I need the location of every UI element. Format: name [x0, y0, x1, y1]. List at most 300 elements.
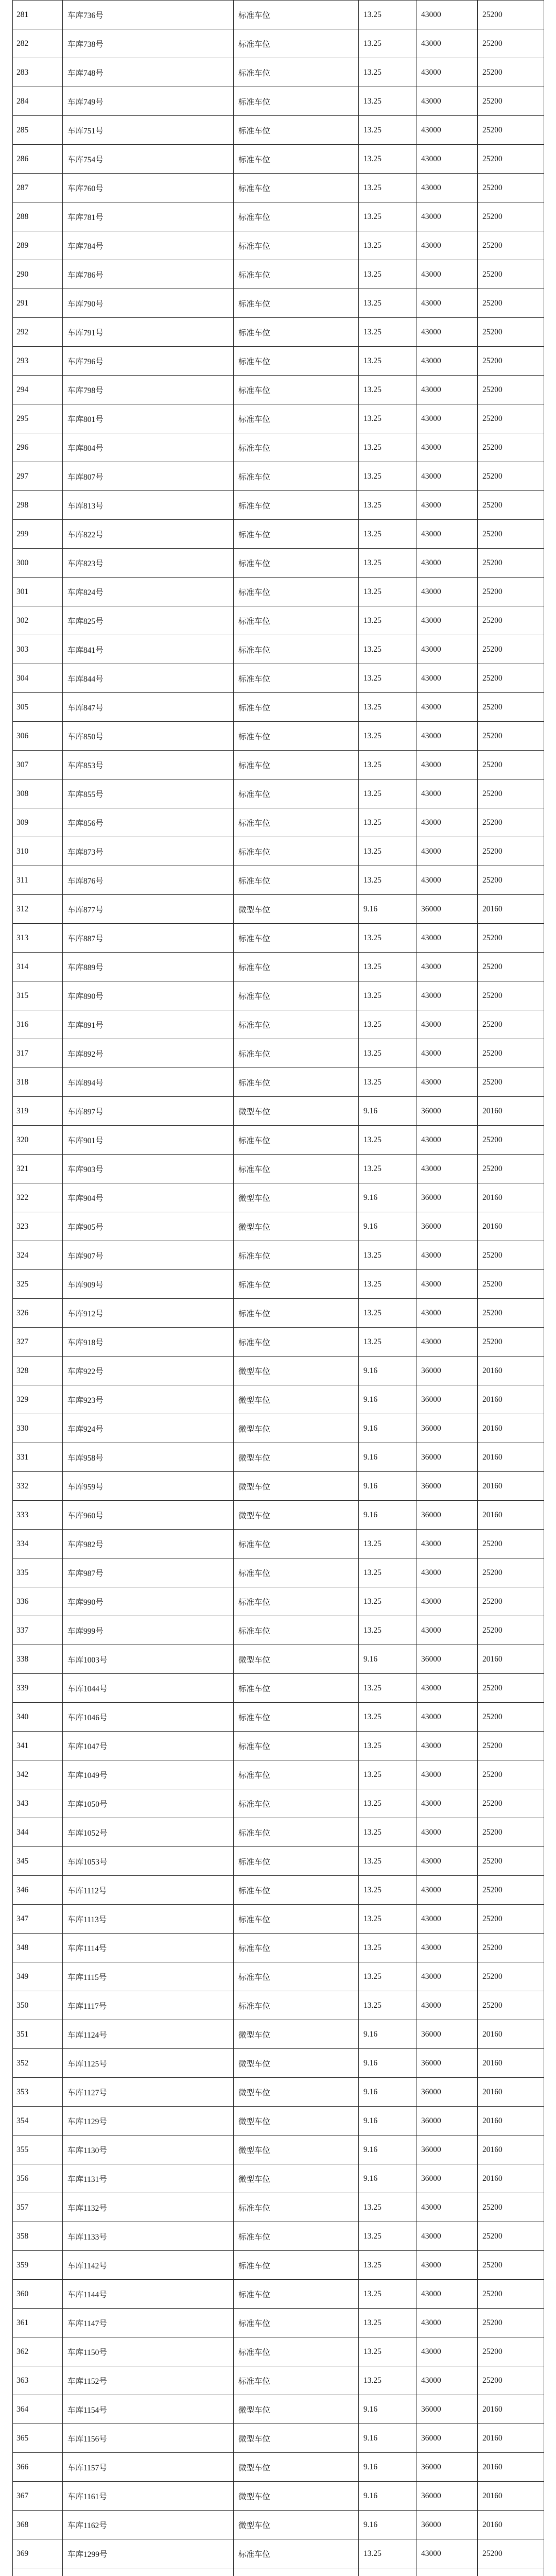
row-number-cell: 286: [13, 145, 63, 174]
space-type-cell: 微型车位: [234, 2395, 359, 2424]
price-cell: 43000: [416, 462, 478, 491]
parking-space-table-body: [13, 1, 544, 2576]
space-type-cell: 标准车位: [234, 2280, 359, 2309]
space-type-cell: 标准车位: [234, 578, 359, 606]
price-cell: 36000: [416, 2020, 478, 2049]
deposit-cell: 20160: [478, 895, 544, 924]
deposit-cell: 20160: [478, 1645, 544, 1674]
garage-space-cell: 车库784号: [63, 231, 234, 260]
row-number-cell: 362: [13, 2337, 63, 2366]
space-type-cell: 标准车位: [234, 87, 359, 116]
space-type-cell: 标准车位: [234, 1010, 359, 1039]
area-cell: 9.16: [359, 1645, 416, 1674]
space-type-cell: 标准车位: [234, 1530, 359, 1558]
garage-space-cell: 车库823号: [63, 549, 234, 578]
deposit-cell: 25200: [478, 751, 544, 779]
table-row: [13, 1530, 544, 1558]
row-number-cell: 344: [13, 1818, 63, 1847]
area-cell: 9.16: [359, 1414, 416, 1443]
price-cell: 43000: [416, 2280, 478, 2309]
table-row: [13, 260, 544, 289]
garage-space-cell: 车库822号: [63, 520, 234, 549]
row-number-cell: 307: [13, 751, 63, 779]
area-cell: 13.25: [359, 1010, 416, 1039]
space-type-cell: 标准车位: [234, 2366, 359, 2395]
space-type-cell: 标准车位: [234, 231, 359, 260]
space-type-cell: 标准车位: [234, 462, 359, 491]
table-row: [13, 376, 544, 404]
deposit-cell: [478, 2568, 544, 2576]
area-cell: 13.25: [359, 1155, 416, 1183]
deposit-cell: 20160: [478, 1357, 544, 1385]
row-number-cell: 353: [13, 2078, 63, 2107]
table-row: [13, 1847, 544, 1876]
deposit-cell: 25200: [478, 1530, 544, 1558]
table-row: [13, 1818, 544, 1847]
price-cell: 43000: [416, 2193, 478, 2222]
deposit-cell: 20160: [478, 2078, 544, 2107]
area-cell: 9.16: [359, 1472, 416, 1501]
row-number-cell: 310: [13, 837, 63, 866]
table-row: [13, 924, 544, 953]
table-row: [13, 1299, 544, 1328]
garage-space-cell: 车库1150号: [63, 2337, 234, 2366]
table-row: [13, 318, 544, 347]
deposit-cell: 25200: [478, 549, 544, 578]
garage-space-cell: 车库844号: [63, 664, 234, 693]
space-type-cell: 标准车位: [234, 693, 359, 722]
table-row: [13, 2222, 544, 2251]
price-cell: 43000: [416, 808, 478, 837]
garage-space-cell: 车库824号: [63, 578, 234, 606]
price-cell: 43000: [416, 1674, 478, 1703]
table-row: [13, 664, 544, 693]
garage-space-cell: 车库796号: [63, 347, 234, 376]
deposit-cell: 25200: [478, 174, 544, 202]
garage-space-cell: 车库798号: [63, 376, 234, 404]
space-type-cell: 标准车位: [234, 1558, 359, 1587]
deposit-cell: 25200: [478, 1732, 544, 1760]
table-row: [13, 837, 544, 866]
space-type-cell: 微型车位: [234, 2020, 359, 2049]
table-row: [13, 145, 544, 174]
table-row: [13, 1241, 544, 1270]
table-row: [13, 1068, 544, 1097]
deposit-cell: 25200: [478, 2222, 544, 2251]
row-number-cell: 325: [13, 1270, 63, 1299]
price-cell: 36000: [416, 1472, 478, 1501]
area-cell: 13.25: [359, 2251, 416, 2280]
row-number-cell: 364: [13, 2395, 63, 2424]
area-cell: 13.25: [359, 549, 416, 578]
row-number-cell: 347: [13, 1905, 63, 1934]
space-type-cell: 标准车位: [234, 58, 359, 87]
area-cell: 9.16: [359, 1097, 416, 1126]
area-cell: 13.25: [359, 318, 416, 347]
price-cell: 36000: [416, 1501, 478, 1530]
price-cell: 43000: [416, 1847, 478, 1876]
area-cell: 13.25: [359, 520, 416, 549]
table-row: [13, 1472, 544, 1501]
space-type-cell: 微型车位: [234, 2107, 359, 2136]
garage-space-cell: 车库738号: [63, 29, 234, 58]
deposit-cell: 25200: [478, 1, 544, 29]
garage-space-cell: 车库1127号: [63, 2078, 234, 2107]
table-row: [13, 2424, 544, 2453]
table-row: [13, 1703, 544, 1732]
area-cell: 13.25: [359, 1847, 416, 1876]
price-cell: 36000: [416, 1212, 478, 1241]
row-number-cell: 292: [13, 318, 63, 347]
row-number-cell: 326: [13, 1299, 63, 1328]
deposit-cell: 25200: [478, 924, 544, 953]
price-cell: 43000: [416, 260, 478, 289]
garage-space-cell: 车库853号: [63, 751, 234, 779]
space-type-cell: 标准车位: [234, 1876, 359, 1905]
space-type-cell: 微型车位: [234, 1501, 359, 1530]
space-type-cell: 标准车位: [234, 1039, 359, 1068]
table-row: [13, 462, 544, 491]
area-cell: 9.16: [359, 1443, 416, 1472]
table-row: [13, 1732, 544, 1760]
price-cell: 36000: [416, 1414, 478, 1443]
price-cell: 36000: [416, 2164, 478, 2193]
row-number-cell: 361: [13, 2309, 63, 2337]
garage-space-cell: 车库1130号: [63, 2136, 234, 2164]
price-cell: 43000: [416, 1703, 478, 1732]
price-cell: 43000: [416, 145, 478, 174]
garage-space-cell: 车库1132号: [63, 2193, 234, 2222]
deposit-cell: 25200: [478, 1126, 544, 1155]
deposit-cell: 25200: [478, 2193, 544, 2222]
price-cell: 36000: [416, 1385, 478, 1414]
area-cell: 13.25: [359, 1, 416, 29]
table-row: [13, 2453, 544, 2482]
area-cell: 9.16: [359, 1357, 416, 1385]
price-cell: 43000: [416, 1587, 478, 1616]
price-cell: 43000: [416, 1962, 478, 1991]
garage-space-cell: 车库904号: [63, 1183, 234, 1212]
price-cell: 43000: [416, 1558, 478, 1587]
price-cell: 43000: [416, 2309, 478, 2337]
garage-space-cell: 车库791号: [63, 318, 234, 347]
table-row: [13, 635, 544, 664]
deposit-cell: 25200: [478, 58, 544, 87]
garage-space-cell: 车库887号: [63, 924, 234, 953]
area-cell: 13.25: [359, 1328, 416, 1357]
deposit-cell: 25200: [478, 29, 544, 58]
deposit-cell: 25200: [478, 1558, 544, 1587]
garage-space-cell: 车库912号: [63, 1299, 234, 1328]
table-row: [13, 1962, 544, 1991]
area-cell: 13.25: [359, 1732, 416, 1760]
price-cell: 43000: [416, 2222, 478, 2251]
garage-space-cell: 车库760号: [63, 174, 234, 202]
space-type-cell: 微型车位: [234, 2511, 359, 2539]
area-cell: [359, 2568, 416, 2576]
deposit-cell: 25200: [478, 231, 544, 260]
row-number-cell: 335: [13, 1558, 63, 1587]
price-cell: 43000: [416, 606, 478, 635]
row-number-cell: 290: [13, 260, 63, 289]
price-cell: 43000: [416, 1760, 478, 1789]
row-number-cell: 328: [13, 1357, 63, 1385]
space-type-cell: 标准车位: [234, 1241, 359, 1270]
price-cell: 43000: [416, 981, 478, 1010]
price-cell: 43000: [416, 87, 478, 116]
garage-space-cell: 车库1125号: [63, 2049, 234, 2078]
deposit-cell: 25200: [478, 289, 544, 318]
table-row: [13, 2568, 544, 2576]
row-number-cell: 295: [13, 404, 63, 433]
deposit-cell: 20160: [478, 1212, 544, 1241]
area-cell: 13.25: [359, 2280, 416, 2309]
space-type-cell: 标准车位: [234, 1789, 359, 1818]
row-number-cell: 367: [13, 2482, 63, 2511]
row-number-cell: 348: [13, 1934, 63, 1962]
table-row: [13, 1789, 544, 1818]
area-cell: 13.25: [359, 1818, 416, 1847]
price-cell: 36000: [416, 2453, 478, 2482]
space-type-cell: 微型车位: [234, 1472, 359, 1501]
row-number-cell: 355: [13, 2136, 63, 2164]
garage-space-cell: 车库804号: [63, 433, 234, 462]
deposit-cell: 25200: [478, 1674, 544, 1703]
area-cell: 9.16: [359, 2482, 416, 2511]
deposit-cell: 25200: [478, 953, 544, 981]
table-row: [13, 1934, 544, 1962]
row-number-cell: 303: [13, 635, 63, 664]
space-type-cell: 标准车位: [234, 779, 359, 808]
garage-space-cell: 车库1049号: [63, 1760, 234, 1789]
deposit-cell: 25200: [478, 1328, 544, 1357]
table-row: [13, 87, 544, 116]
garage-space-cell: 车库1053号: [63, 1847, 234, 1876]
price-cell: 43000: [416, 1, 478, 29]
area-cell: 13.25: [359, 1789, 416, 1818]
table-row: [13, 981, 544, 1010]
space-type-cell: 标准车位: [234, 1155, 359, 1183]
row-number-cell: 340: [13, 1703, 63, 1732]
area-cell: 13.25: [359, 174, 416, 202]
deposit-cell: 25200: [478, 1616, 544, 1645]
row-number-cell: 332: [13, 1472, 63, 1501]
price-cell: 36000: [416, 895, 478, 924]
price-cell: 36000: [416, 1443, 478, 1472]
row-number-cell: 342: [13, 1760, 63, 1789]
price-cell: 43000: [416, 289, 478, 318]
space-type-cell: 微型车位: [234, 2453, 359, 2482]
price-cell: 43000: [416, 1530, 478, 1558]
space-type-cell: [234, 2568, 359, 2576]
deposit-cell: 25200: [478, 808, 544, 837]
garage-space-cell: 车库907号: [63, 1241, 234, 1270]
deposit-cell: 25200: [478, 866, 544, 895]
area-cell: 13.25: [359, 1558, 416, 1587]
price-cell: 36000: [416, 2078, 478, 2107]
deposit-cell: 25200: [478, 202, 544, 231]
garage-space-cell: 车库825号: [63, 606, 234, 635]
garage-space-cell: 车库924号: [63, 1414, 234, 1443]
row-number-cell: 305: [13, 693, 63, 722]
price-cell: 43000: [416, 549, 478, 578]
price-cell: 43000: [416, 1616, 478, 1645]
row-number-cell: 298: [13, 491, 63, 520]
row-number-cell: 312: [13, 895, 63, 924]
space-type-cell: 标准车位: [234, 1905, 359, 1934]
price-cell: 43000: [416, 1818, 478, 1847]
table-row: [13, 231, 544, 260]
price-cell: 43000: [416, 376, 478, 404]
deposit-cell: 25200: [478, 693, 544, 722]
table-row: [13, 2511, 544, 2539]
garage-space-cell: 车库1124号: [63, 2020, 234, 2049]
deposit-cell: 25200: [478, 664, 544, 693]
deposit-cell: 25200: [478, 1991, 544, 2020]
table-row: [13, 2280, 544, 2309]
table-row: [13, 1674, 544, 1703]
table-row: [13, 895, 544, 924]
space-type-cell: 标准车位: [234, 289, 359, 318]
price-cell: [416, 2568, 478, 2576]
price-cell: 43000: [416, 2366, 478, 2395]
area-cell: 13.25: [359, 722, 416, 751]
garage-space-cell: 车库1112号: [63, 1876, 234, 1905]
garage-space-cell: 车库903号: [63, 1155, 234, 1183]
price-cell: 36000: [416, 1357, 478, 1385]
space-type-cell: 标准车位: [234, 347, 359, 376]
space-type-cell: 标准车位: [234, 751, 359, 779]
space-type-cell: 标准车位: [234, 260, 359, 289]
deposit-cell: 25200: [478, 1962, 544, 1991]
table-row: [13, 1328, 544, 1357]
deposit-cell: 25200: [478, 260, 544, 289]
price-cell: 36000: [416, 2049, 478, 2078]
row-number-cell: 296: [13, 433, 63, 462]
area-cell: 13.25: [359, 2309, 416, 2337]
deposit-cell: 20160: [478, 1183, 544, 1212]
price-cell: 43000: [416, 1241, 478, 1270]
area-cell: 13.25: [359, 462, 416, 491]
area-cell: 9.16: [359, 2424, 416, 2453]
row-number-cell: 356: [13, 2164, 63, 2193]
garage-space-cell: 车库786号: [63, 260, 234, 289]
area-cell: 9.16: [359, 2164, 416, 2193]
table-row: [13, 2136, 544, 2164]
garage-space-cell: 车库1113号: [63, 1905, 234, 1934]
table-row: [13, 549, 544, 578]
garage-space-cell: 车库1115号: [63, 1962, 234, 1991]
row-number-cell: 330: [13, 1414, 63, 1443]
deposit-cell: 20160: [478, 2424, 544, 2453]
space-type-cell: 微型车位: [234, 2164, 359, 2193]
space-type-cell: 标准车位: [234, 924, 359, 953]
row-number-cell: 359: [13, 2251, 63, 2280]
table-row: [13, 2309, 544, 2337]
garage-space-cell: 车库1044号: [63, 1674, 234, 1703]
table-row: [13, 2107, 544, 2136]
area-cell: 13.25: [359, 2193, 416, 2222]
area-cell: 13.25: [359, 145, 416, 174]
price-cell: 43000: [416, 1934, 478, 1962]
garage-space-cell: 车库1156号: [63, 2424, 234, 2453]
row-number-cell: 363: [13, 2366, 63, 2395]
area-cell: 13.25: [359, 1616, 416, 1645]
space-type-cell: 微型车位: [234, 1385, 359, 1414]
row-number-cell: 341: [13, 1732, 63, 1760]
table-row: [13, 1357, 544, 1385]
space-type-cell: 标准车位: [234, 2251, 359, 2280]
garage-space-cell: 车库960号: [63, 1501, 234, 1530]
area-cell: 13.25: [359, 1530, 416, 1558]
deposit-cell: 25200: [478, 2366, 544, 2395]
garage-space-cell: 车库1114号: [63, 1934, 234, 1962]
area-cell: 13.25: [359, 751, 416, 779]
row-number-cell: 345: [13, 1847, 63, 1876]
deposit-cell: 25200: [478, 376, 544, 404]
garage-space-cell: 车库990号: [63, 1587, 234, 1616]
space-type-cell: 标准车位: [234, 837, 359, 866]
space-type-cell: 标准车位: [234, 1616, 359, 1645]
area-cell: 13.25: [359, 29, 416, 58]
price-cell: 43000: [416, 58, 478, 87]
garage-space-cell: 车库1299号: [63, 2539, 234, 2568]
table-row: [13, 404, 544, 433]
area-cell: 9.16: [359, 1183, 416, 1212]
row-number-cell: 365: [13, 2424, 63, 2453]
row-number-cell: 316: [13, 1010, 63, 1039]
price-cell: 43000: [416, 1039, 478, 1068]
deposit-cell: 25200: [478, 491, 544, 520]
row-number-cell: 291: [13, 289, 63, 318]
area-cell: 13.25: [359, 924, 416, 953]
garage-space-cell: 车库889号: [63, 953, 234, 981]
row-number-cell: 354: [13, 2107, 63, 2136]
table-row: [13, 1010, 544, 1039]
space-type-cell: 标准车位: [234, 491, 359, 520]
space-type-cell: 微型车位: [234, 2078, 359, 2107]
space-type-cell: 标准车位: [234, 2222, 359, 2251]
area-cell: 13.25: [359, 1962, 416, 1991]
table-row: [13, 1097, 544, 1126]
parking-space-table: [12, 0, 544, 2576]
garage-space-cell: 车库982号: [63, 1530, 234, 1558]
area-cell: 9.16: [359, 2049, 416, 2078]
deposit-cell: 25200: [478, 1789, 544, 1818]
row-number-cell: 321: [13, 1155, 63, 1183]
table-row: [13, 751, 544, 779]
space-type-cell: 微型车位: [234, 1645, 359, 1674]
deposit-cell: 20160: [478, 2395, 544, 2424]
deposit-cell: 25200: [478, 462, 544, 491]
price-cell: 43000: [416, 1732, 478, 1760]
space-type-cell: 标准车位: [234, 953, 359, 981]
table-row: [13, 433, 544, 462]
space-type-cell: 标准车位: [234, 1270, 359, 1299]
price-cell: 43000: [416, 1991, 478, 2020]
table-row: [13, 174, 544, 202]
deposit-cell: 25200: [478, 1703, 544, 1732]
deposit-cell: 25200: [478, 404, 544, 433]
area-cell: 13.25: [359, 404, 416, 433]
deposit-cell: 20160: [478, 2107, 544, 2136]
garage-space-cell: 车库901号: [63, 1126, 234, 1155]
row-number-cell: 311: [13, 866, 63, 895]
deposit-cell: 25200: [478, 116, 544, 145]
table-row: [13, 1991, 544, 2020]
price-cell: 43000: [416, 404, 478, 433]
area-cell: 13.25: [359, 837, 416, 866]
